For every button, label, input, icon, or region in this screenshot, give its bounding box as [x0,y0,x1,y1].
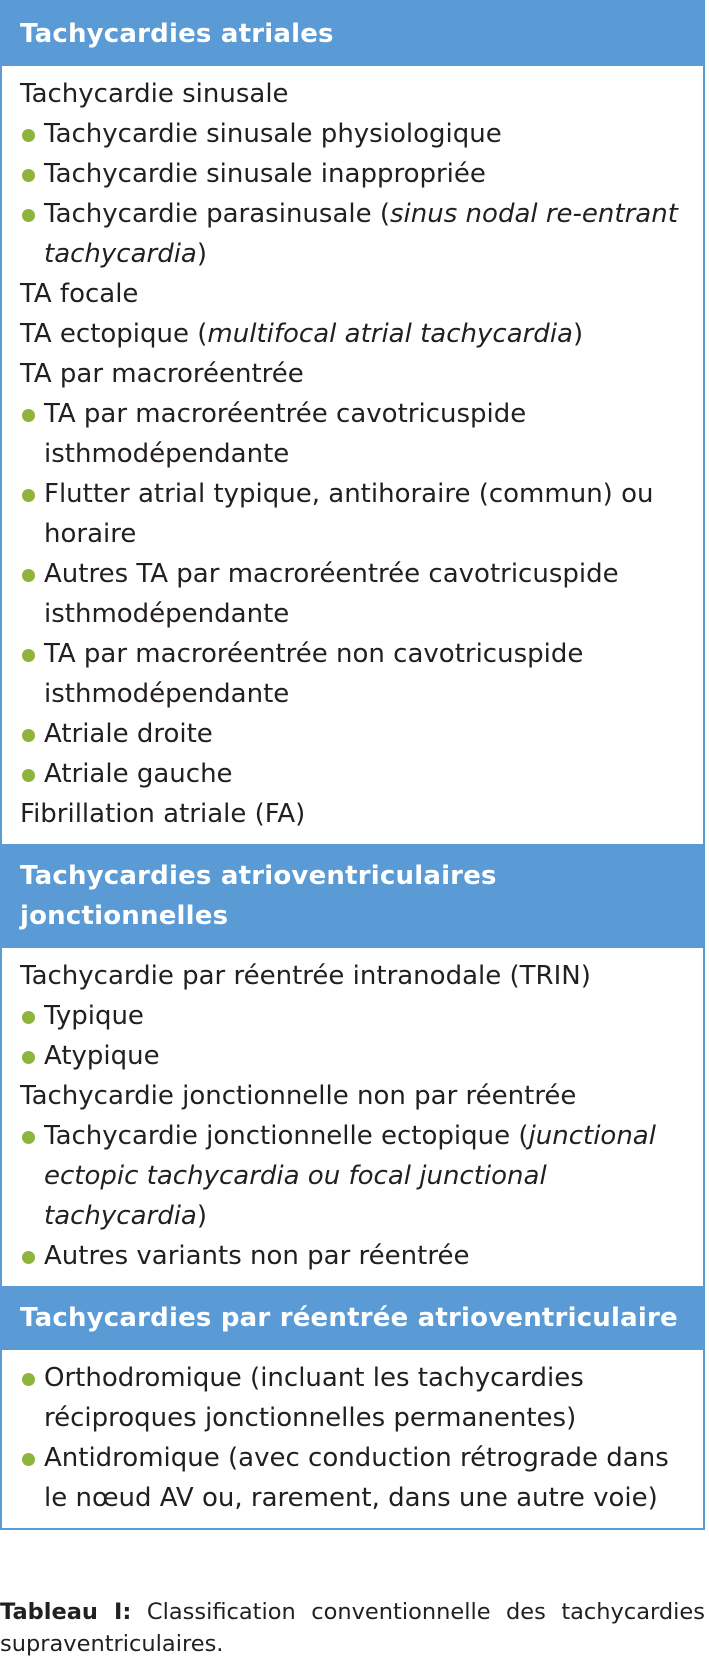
item-italic-text: junctional ectopic tachycardia ou focal junctional tachycardia [44,1121,656,1231]
item-text: TA ectopique ( [20,319,208,349]
item-text: Tachycardie jonctionnelle ectopique ( [44,1121,529,1151]
bullet-item [20,714,693,754]
bullet-dot-icon [22,1251,35,1264]
item-italic-text: sinus nodal re-entrant tachycardia [44,199,678,269]
bullet-dot-icon [22,1011,35,1024]
bullet-dot-icon [22,1373,35,1386]
section-body [2,948,703,1286]
item-text: TA par macroréentrée non cavotricuspide isthmodépendante [44,639,584,709]
item-text: Antidromique (avec conduction rétrograde dans le nœud AV ou, rarement, dans une autre voie) [44,1443,669,1513]
bullet-item [20,1236,693,1276]
bullet-dot-icon [22,769,35,782]
item-text: TA par macroréentrée [20,359,304,389]
category-item [20,794,693,834]
item-closing-text: ) [196,1201,208,1231]
item-text: Orthodromique (incluant les tachycardies réciproques jonctionnelles permanentes) [44,1363,584,1433]
category-item [20,956,693,996]
bullet-dot-icon [22,1453,35,1466]
item-text: Tachycardie parasinusale ( [44,199,391,229]
category-item [20,354,693,394]
bullet-item [20,194,693,274]
item-closing-text: ) [196,239,208,269]
item-text: Tachycardie sinusale inappropriée [44,159,486,189]
item-text: Tachycardie jonctionnelle non par réentrée [20,1081,577,1111]
item-text: Atriale droite [44,719,213,749]
item-closing-text: ) [572,319,584,349]
bullet-dot-icon [22,1051,35,1064]
bullet-item [20,1036,693,1076]
item-text: Atriale gauche [44,759,233,789]
section-header: Tachycardies par réentrée atrioventriculaire [2,1286,703,1350]
section-body [2,1350,703,1528]
item-text: Autres TA par macroréentrée cavotricuspide isthmodépendante [44,559,619,629]
item-text: Atypique [44,1041,160,1071]
bullet-dot-icon [22,129,35,142]
item-italic-text: multifocal atrial tachycardia [207,319,573,349]
item-text: Tachycardie sinusale physiologique [44,119,502,149]
bullet-item [20,474,693,554]
bullet-dot-icon [22,209,35,222]
caption-text: Classification conventionnelle des tachycardies supraventriculaires. [0,1599,705,1657]
bullet-item [20,1116,693,1236]
item-text: TA focale [20,279,139,309]
bullet-dot-icon [22,489,35,502]
item-text: TA par macroréentrée cavotricuspide isthmodépendante [44,399,527,469]
bullet-item [20,554,693,634]
category-item [20,274,693,314]
item-text: Fibrillation atriale (FA) [20,799,306,829]
bullet-dot-icon [22,409,35,422]
bullet-dot-icon [22,169,35,182]
item-text: Typique [44,1001,144,1031]
bullet-dot-icon [22,649,35,662]
item-text: Tachycardie sinusale [20,79,289,109]
item-text: Tachycardie par réentrée intranodale (TRIN) [20,961,591,991]
bullet-item [20,754,693,794]
bullet-item [20,394,693,474]
item-text: Flutter atrial typique, antihoraire (commun) ou horaire [44,479,654,549]
category-item [20,1076,693,1116]
bullet-dot-icon [22,1131,35,1144]
bullet-item [20,634,693,714]
category-item [20,314,693,354]
item-text: Autres variants non par réentrée [44,1241,470,1271]
section-header: Tachycardies atriales [2,2,703,66]
bullet-item [20,154,693,194]
category-item [20,74,693,114]
table-caption [0,1596,705,1660]
section-header: Tachycardies atrioventriculaires jonctionnelles [2,844,703,948]
bullet-item [20,1438,693,1518]
caption-label: Tableau I: [0,1599,132,1625]
section-body [2,66,703,844]
bullet-item [20,1358,693,1438]
bullet-item [20,114,693,154]
bullet-dot-icon [22,569,35,582]
bullet-dot-icon [22,729,35,742]
bullet-item [20,996,693,1036]
